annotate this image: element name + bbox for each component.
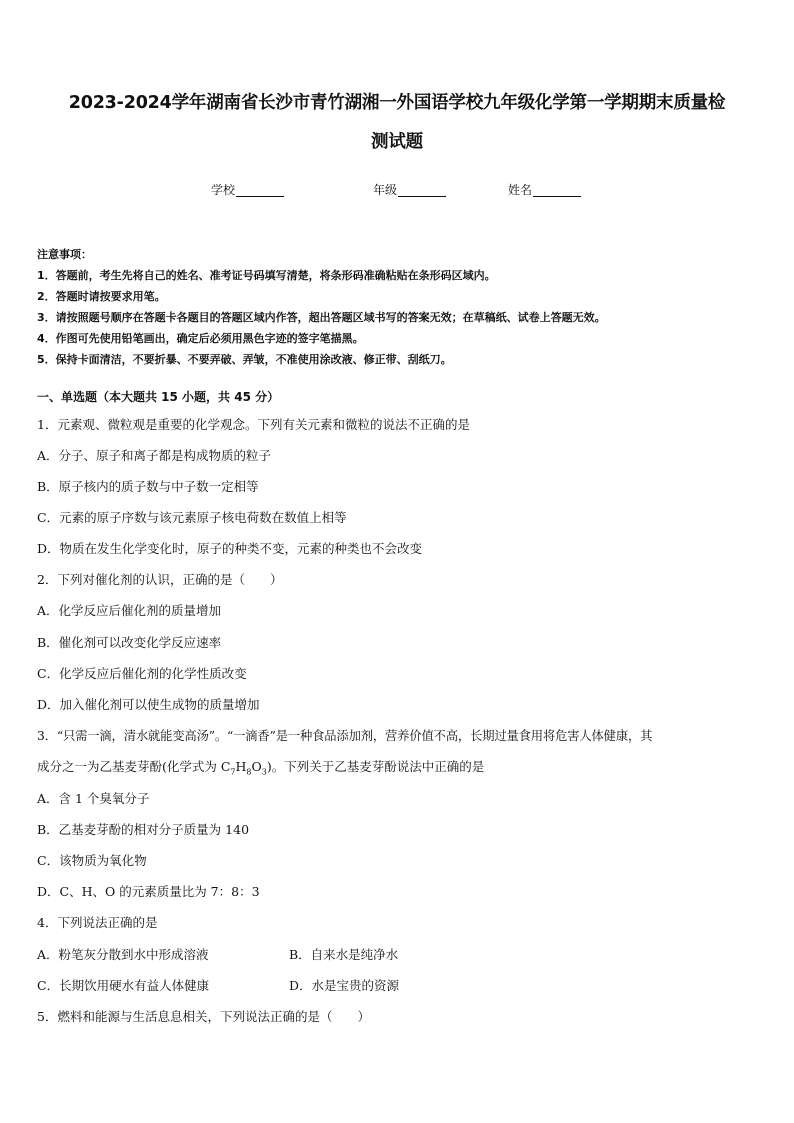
- exam-title-line1: 2023-2024学年湖南省长沙市青竹湖湘一外国语学校九年级化学第一学期期末质量检: [68, 93, 726, 113]
- notice-item: 5．保持卡面清洁，不要折暴、不要弄破、弄皱，不准使用涂改液、修正带、刮纸刀。: [37, 353, 452, 366]
- q3-option-b: B．乙基麦芽酚的相对分子质量为 140: [37, 822, 250, 837]
- info-grade-label: 年级: [373, 183, 398, 197]
- q2-stem: 2．下列对催化剂的认识，正确的是（ ）: [37, 572, 283, 587]
- q1-option-a: A．分子、原子和离子都是构成物质的粒子: [37, 448, 272, 463]
- q3-stem-line2: [37, 757, 762, 777]
- q1-option-b: B．原子核内的质子数与中子数一定相等: [37, 479, 259, 494]
- q2-option-b: B．催化剂可以改变化学反应速率: [37, 635, 222, 650]
- formula-subscript: 8: [246, 767, 252, 777]
- formula-subscript: 3: [261, 767, 267, 777]
- q1-option-c: C．元素的原子序数与该元素原子核电荷数在数值上相等: [37, 510, 347, 525]
- notice-item: 1．答题前，考生先将自己的姓名、准考证号码填写清楚，将条形码准确粘贴在条形码区域内。: [37, 269, 496, 282]
- q3-stem-line1: 3．“只需一滴，清水就能变高汤”。“一滴香”是一种食品添加剂，营养价值不高，长期过量食用将危害人体健康，其: [37, 729, 653, 743]
- info-name-label: 姓名: [508, 183, 533, 197]
- q1-option-d: D．物质在发生化学变化时，原子的种类不变，元素的种类也不会改变: [37, 541, 423, 556]
- q2-option-c: C．化学反应后催化剂的化学性质改变: [37, 666, 247, 681]
- formula-subscript: 7: [230, 767, 236, 777]
- q4-stem: 4．下列说法正确的是: [37, 915, 158, 930]
- notice-heading: 注意事项：: [37, 248, 92, 261]
- info-name-blank: [533, 184, 581, 197]
- q1-stem: 1．元素观、微粒观是重要的化学观念。下列有关元素和微粒的说法不正确的是: [37, 417, 470, 432]
- q4-option-d: D．水是宝贵的资源: [289, 978, 400, 993]
- q2-option-d: D．加入催化剂可以使生成物的质量增加: [37, 697, 260, 712]
- q2-option-a: A．化学反应后催化剂的质量增加: [37, 603, 222, 618]
- q4-option-c: C．长期饮用硬水有益人体健康: [37, 978, 210, 993]
- info-school: [211, 181, 284, 198]
- info-school-label: 学校: [211, 183, 236, 197]
- q4-option-a: A．粉笔灰分散到水中形成溶液: [37, 947, 209, 962]
- q5-stem: 5．燃料和能源与生活息息相关，下列说法正确的是（ ）: [37, 1009, 370, 1024]
- info-grade-blank: [398, 184, 446, 197]
- exam-title-line2: 测试题: [371, 132, 423, 152]
- info-name: [508, 181, 581, 198]
- formula-element: O: [251, 759, 262, 774]
- section-heading: 一、单选题（本大题共 15 小题，共 45 分）: [37, 390, 280, 404]
- notice-item: 3．请按照题号顺序在答题卡各题目的答题区域内作答，超出答题区域书写的答案无效；在草稿纸、试卷上答题无效。: [37, 311, 606, 324]
- q3-stem-post: )。下列关于乙基麦芽酚说法中正确的是: [266, 759, 485, 774]
- q3-option-a: A．含 1 个臭氧分子: [37, 791, 150, 806]
- q3-option-c: C．该物质为氧化物: [37, 853, 147, 868]
- notice-item: 2．答题时请按要求用笔。: [37, 290, 166, 303]
- notice-item: 4．作图可先使用铅笔画出，确定后必须用黑色字迹的签字笔描黑。: [37, 332, 364, 345]
- notice-block: [37, 244, 767, 370]
- formula-element: H: [235, 759, 247, 774]
- q3-option-d: D．C、H、O 的元素质量比为 7：8：3: [37, 884, 260, 899]
- q4-option-b: B．自来水是纯净水: [289, 947, 399, 962]
- info-grade: [373, 181, 446, 198]
- info-school-blank: [236, 184, 284, 197]
- q3-stem-pre: 成分之一为乙基麦芽酚(化学式为 C: [37, 759, 231, 774]
